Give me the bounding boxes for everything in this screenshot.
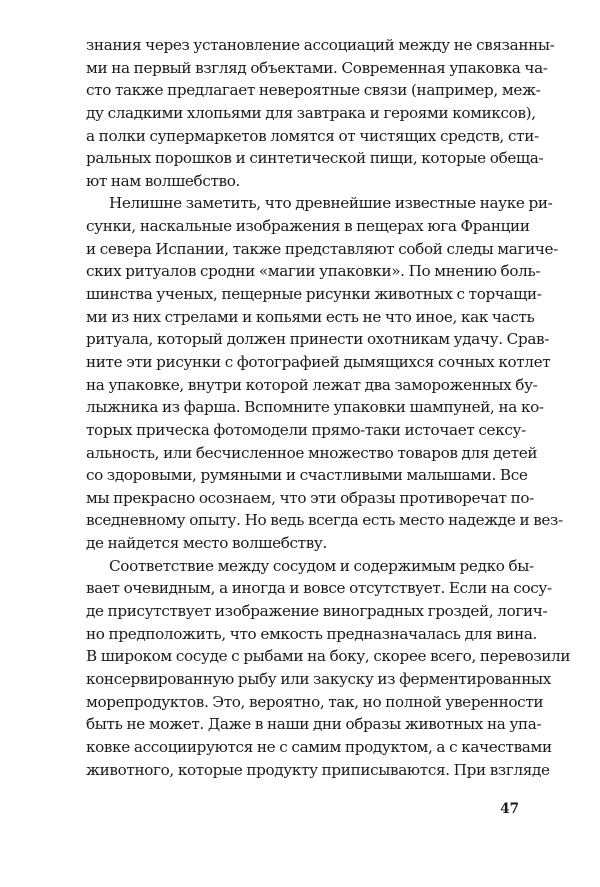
text-line: вседневному опыту. Но ведь всегда есть место надежде и вез- [86,511,563,530]
text-line: морепродуктов. Это, вероятно, так, но полной уверенности [86,692,544,711]
text-line: со здоровыми, румяными и счастливыми малышами. Все [86,466,528,485]
paragraph-1 [86,34,555,192]
text-line: на упаковке, внутри которой лежат два замороженных бу- [86,375,538,394]
page-number: 47 [500,801,519,817]
page-body [86,34,571,781]
text-line: животного, которые продукту приписываются. При взгляде [86,760,550,779]
text-line: альность, или бесчисленное множество товаров для детей [86,443,538,462]
text-line: ют нам волшебство. [86,171,240,190]
text-line: знания через установление ассоциаций между не связанны- [86,36,555,54]
text-line: быть не может. Даже в наши дни образы животных на упа- [86,715,542,734]
text-line: ральных порошков и синтетической пищи, которые обеща- [86,149,544,168]
text-line: вает очевидным, а иногда и вовсе отсутствует. Если на сосу- [86,579,552,598]
text-line: де найдется место волшебству. [86,534,327,553]
text-line: а полки супермаркетов ломятся от чистящих средств, сти- [86,126,539,145]
text-line: и севера Испании, также представляют собой следы магиче- [86,239,558,258]
text-line: сто также предлагает невероятные связи (например, меж- [86,81,541,100]
text-line: В широком сосуде с рыбами на боку, скорее всего, перевозили [86,647,571,666]
text-line: Нелишне заметить, что древнейшие известные науке ри- [109,194,553,213]
text-line: торых прическа фотомодели прямо-таки источает сексу- [86,420,526,439]
text-line: ритуала, который должен принести охотникам удачу. Срав- [86,330,550,349]
text-line: ских ритуалов сродни «магии упаковки». По мнению боль- [86,262,541,281]
text-line: де присутствует изображение виноградных гроздей, логич- [86,602,548,621]
paragraph-3 [86,555,571,781]
text-line: но предположить, что емкость предназначалась для вина. [86,624,538,643]
text-line: шинства ученых, пещерные рисунки животных с торчащи- [86,285,542,304]
text-line: ми на первый взгляд объектами. Современная упаковка ча- [86,58,548,77]
text-line: сунки, наскальные изображения в пещерах юга Франции [86,217,530,236]
paragraph-2 [86,192,563,554]
text-line: ду сладкими хлопьями для завтрака и героями комиксов), [86,103,536,122]
text-line: ковке ассоциируются не с самим продуктом, а с качествами [86,737,552,756]
text-line: ми из них стрелами и копьями есть не что иное, как часть [86,307,535,326]
text-line: Соответствие между сосудом и содержимым редко бы- [109,556,534,575]
text-line: консервированную рыбу или закуску из ферментированных [86,669,551,688]
text-line: ните эти рисунки с фотографией дымящихся сочных котлет [86,352,551,371]
text-line: мы прекрасно осознаем, что эти образы противоречат по- [86,488,534,507]
text-line: лыжника из фарша. Вспомните упаковки шампуней, на ко- [86,398,544,417]
